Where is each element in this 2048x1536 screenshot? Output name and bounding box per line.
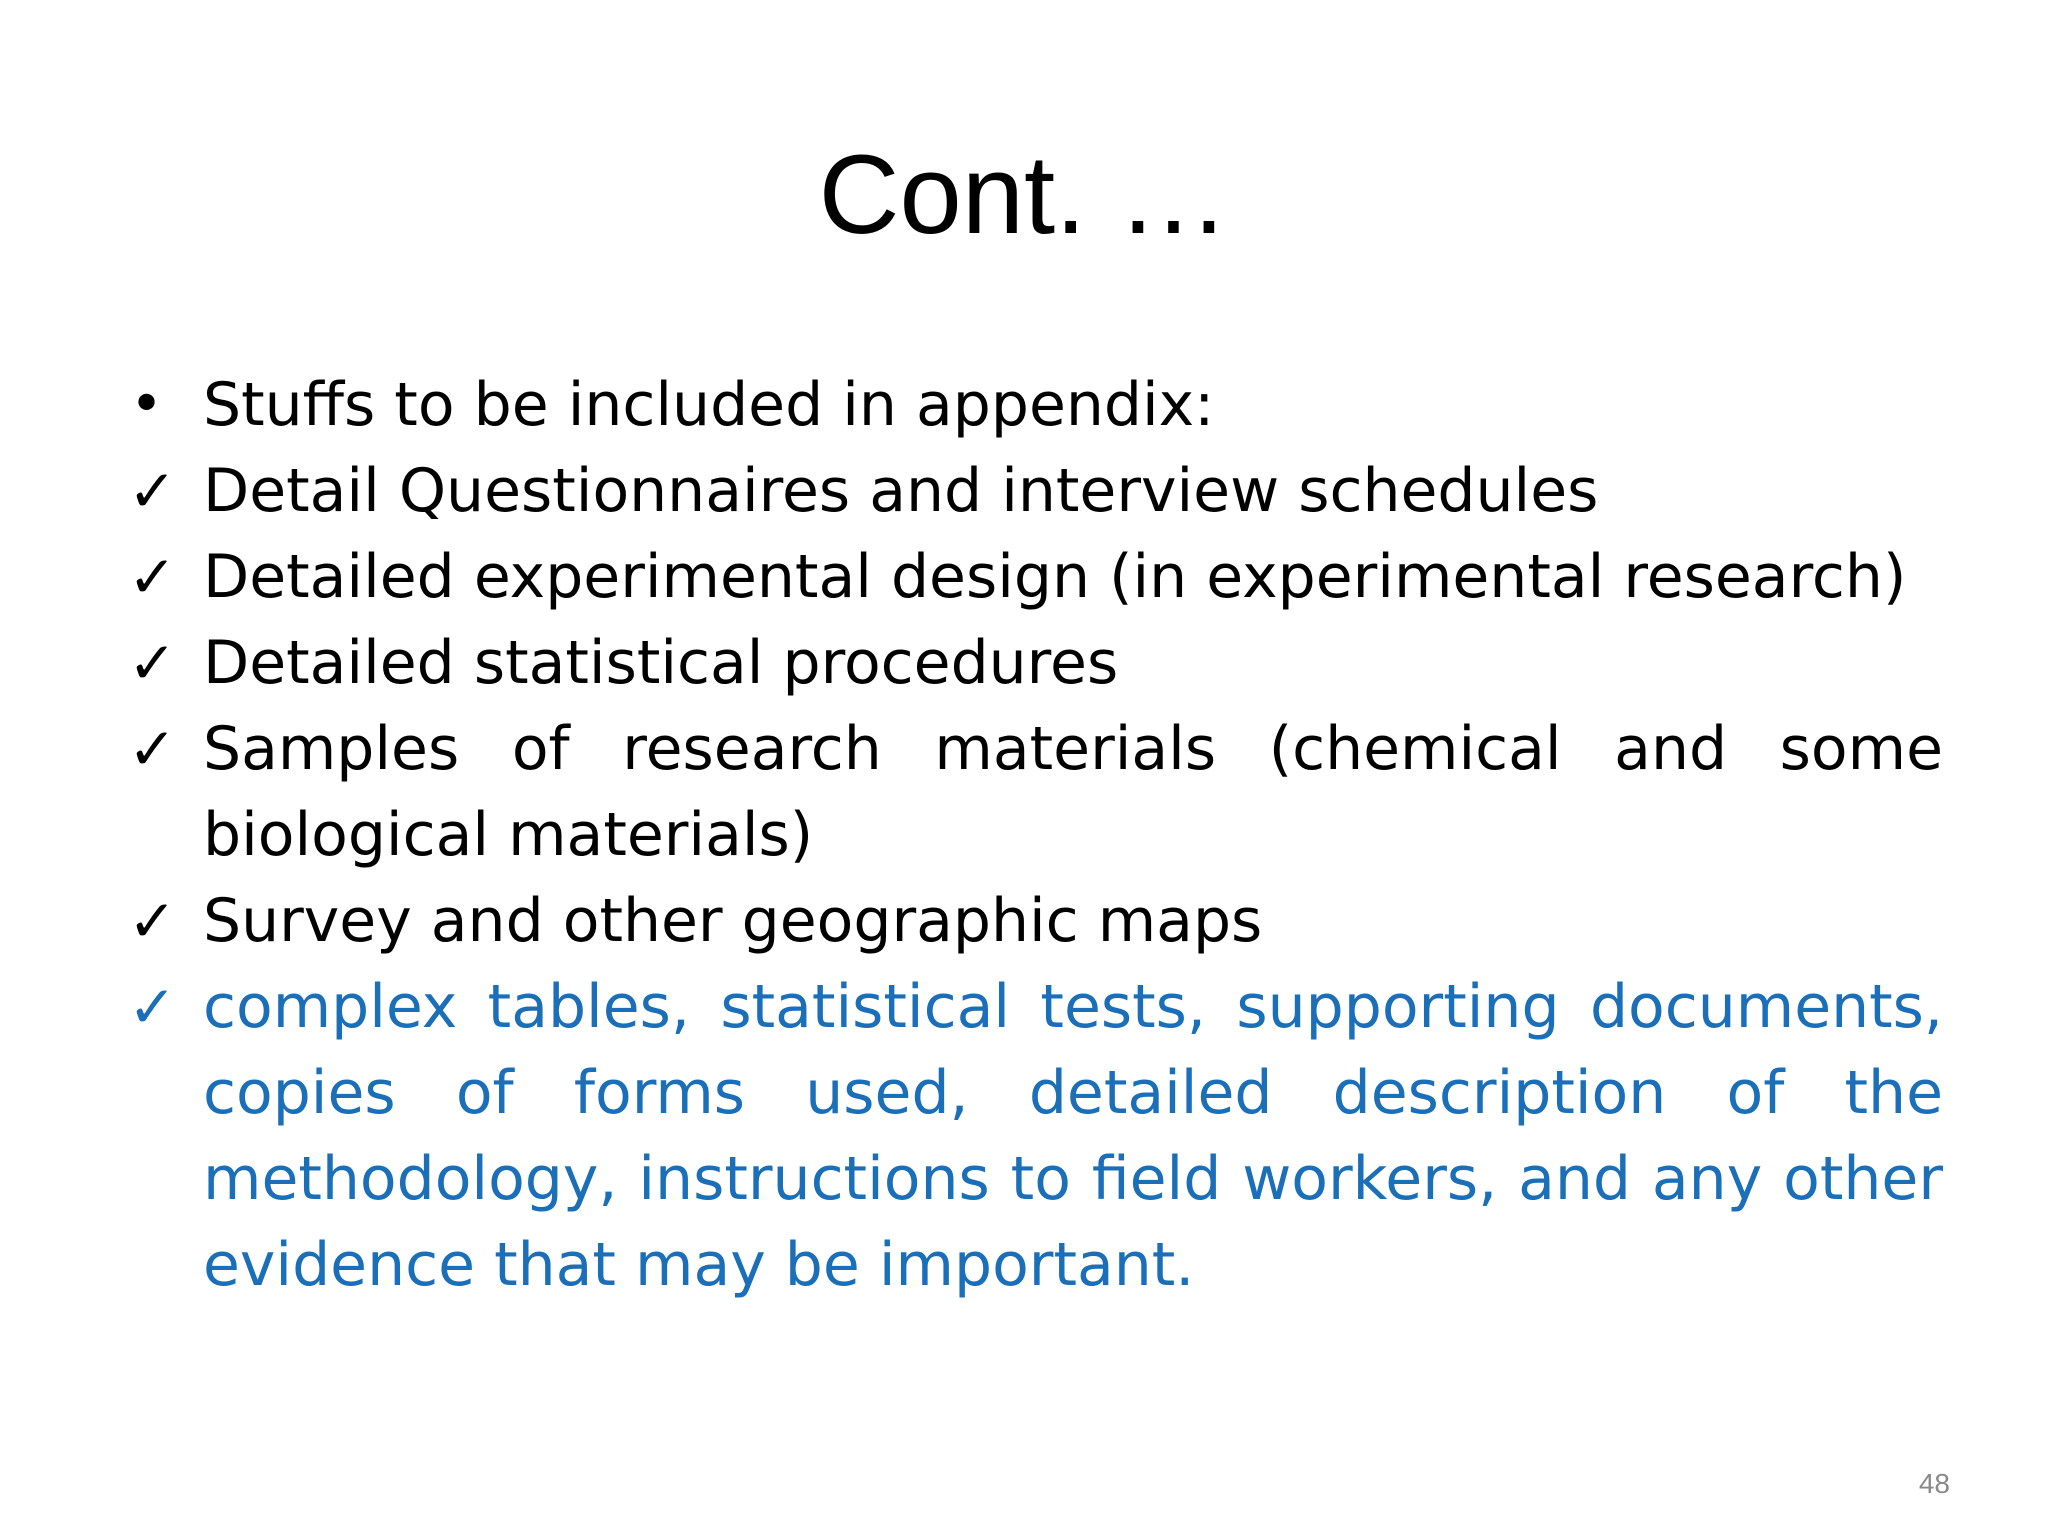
- checkmark-icon: ✓: [128, 629, 177, 697]
- bullet-icon: •: [130, 372, 164, 437]
- list-item: [128, 448, 1943, 534]
- slide-title: Cont. …: [818, 132, 1230, 257]
- list-item-text: Detailed statistical procedures: [203, 628, 1119, 698]
- list-item-text: complex tables, statistical tests, supporting documents, copies of forms used, detailed description of the methodology, instructions to field workers, and any other evidence that may be important.: [203, 972, 1943, 1300]
- checkmark-icon: ✓: [128, 887, 177, 955]
- list-item-highlighted: [128, 964, 1943, 1308]
- list-item: [128, 878, 1943, 964]
- list-item-text: Samples of research materials (chemical and some biological materials): [203, 714, 1943, 870]
- checkmark-icon: ✓: [128, 543, 177, 611]
- list-item: [128, 620, 1943, 706]
- bullet-list: [128, 362, 1943, 1308]
- checkmark-icon: ✓: [128, 457, 177, 525]
- list-item-text: Detail Questionnaires and interview schedules: [203, 456, 1599, 526]
- checkmark-icon: ✓: [128, 973, 177, 1041]
- list-item: [128, 706, 1943, 878]
- list-item: [128, 362, 1943, 448]
- checkmark-icon: ✓: [128, 715, 177, 783]
- page-number: 48: [1918, 1468, 1950, 1499]
- list-item: [128, 534, 1943, 620]
- list-item-text: Survey and other geographic maps: [203, 886, 1263, 956]
- list-item-text: Detailed experimental design (in experimental research): [203, 542, 1907, 612]
- list-item-text: Stuffs to be included in appendix:: [203, 370, 1215, 440]
